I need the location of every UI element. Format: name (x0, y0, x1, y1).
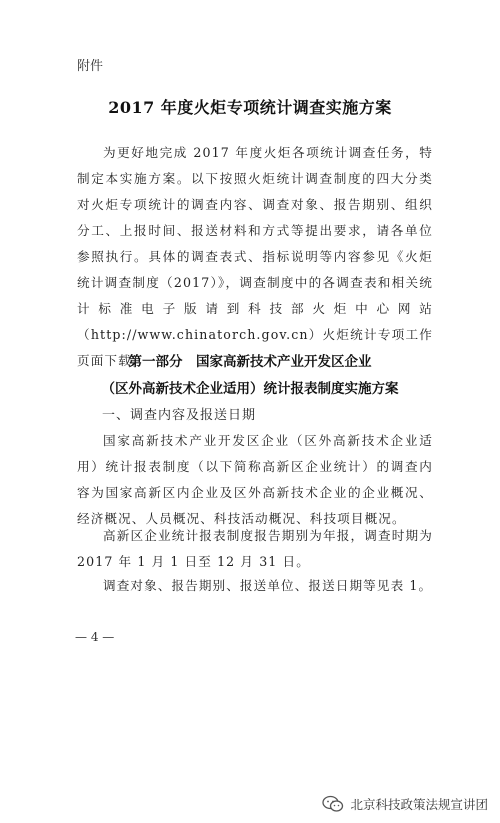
wechat-icon (322, 795, 344, 813)
body-paragraph: 调查对象、报告期别、报送单位、报送日期等见表 1。 (103, 578, 433, 593)
part-heading-line2: （区外高新技术企业适用）统计报表制度实施方案 (101, 381, 399, 397)
section-heading: 一、调查内容及报送日期 (102, 408, 257, 423)
part-heading-line1: 第一部分 国家高新技术产业开发区企业 (128, 354, 372, 370)
body-paragraph: 高新区企业统计报表制度报告期别为年报，调查时期为 2017 年 1 月 1 日至 12 月 31 日。 (77, 528, 433, 569)
attachment-label: 附件 (77, 59, 104, 74)
body-paragraph: 国家高新技术产业开发区企业（区外高新技术企业适用）统计报表制度（以下简称高新区企业统计）的调查内容为国家高新区内企业及区外高新技术企业的企业概况、经济概况、人员概况、科技活动概况、科技项目概况。 (77, 433, 433, 526)
document-title: 2017 年度火炬专项统计调查实施方案 (108, 98, 392, 117)
page-number: — 4 — (75, 630, 115, 644)
intro-paragraph: 为更好地完成 2017 年度火炬各项统计调查任务，特制定本实施方案。以下按照火炬统计调查制度的四大分类对火炬专项统计的调查内容、调查对象、报告期别、组织分工、上报时间、报送材料和方式等提出要求，请各单位参照执行。具体的调查表式、指标说明等内容参见《火炬统计调查制度（2017）》，调查制度中的各调查表和相关统计标准电子版请到科技部火炬中心网站（http://www.chinatorch.gov.cn）火炬统计专项工作页面下载。 (77, 145, 433, 368)
watermark-text: 北京科技政策法规宣讲团 (350, 797, 488, 812)
watermark (322, 795, 488, 813)
